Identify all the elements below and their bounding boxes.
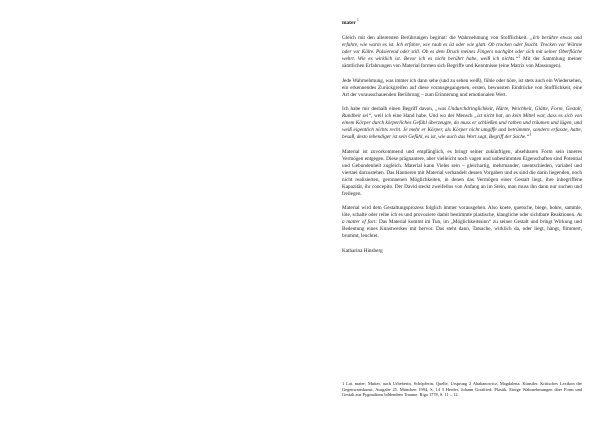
paragraph-3 (342, 106, 582, 141)
footnote-ref-3: 3 (529, 132, 532, 137)
heading-text: mater (342, 20, 356, 26)
essay-column (342, 20, 582, 262)
paragraph-3-quote-1: „was Undurchdringlichkeit, Härte, Weichheit, Glätte, Form, Gestalt, Rundheit sei“ (342, 106, 583, 119)
paragraph-5-a: Material wird dem Gestaltungsprozess folglich immer vorausgehen. Also knete, quetsche, biege, bohre, sammle, löte, schalte oder reibe ich es und provoziere damit bestimmte plastische, klangliche oder sichtbare Reaktionen. (342, 205, 582, 218)
author-name: Katharina Hinsberg (342, 247, 383, 254)
paragraph-3-a: Ich habe mir deshalb einen Begriff davon, (342, 106, 434, 112)
paragraph-1-quote: „Ich berühre etwas und erfahre, wie warm es ist. Ich erfahre, wie rauh es ist oder wie glatt. Ob trocken oder feucht. Trocken vor Wärme oder vor Kälte. Pulsierend oder still. Ob es dem Druck meines Fingers nachgibt oder sich mit seiner Oberfläche wehrt. Wie es wirklich ist. Bevor ich es nicht berührt habe, weiß ich nichts.“ (342, 35, 583, 62)
footnotes (342, 381, 582, 398)
paragraph-4: Material ist zuvorkommend und empfänglich, es bringt seiner zukünftigen, absehbaren Form sein inneres Vermögen entgegen. Diese prägnantere, aber vielleicht noch vagen und unbestimmten Eigenschaften sind Potential und Gebundenheit zugleich. Material kann Vieles sein – gleichartig, mehrmander, unentschieden, variabel und viertael darzustehen. Das Hantieren mit Material verhandelt dessen Vorgaben und es sind die darin liegenden, noch nicht realisierten, geronnenen Möglichkeiten, in denen das Vermögen einer Gestalt liegt, ihre inbegriffene Kapazität, ihr concepito. Der David steckt zweifellos von Anfang an im Stein, man muss ihn dann nur suchen und freilegen. (342, 148, 582, 197)
paragraph-3-b: , weil ich eine Hand habe. Und wo der Mensch (371, 113, 473, 119)
paragraph-1-tail: Mit der Sammlung meiner sämtlichen Erfahrungen von Material formen sich Begriffe und Kenntnisse (eine Matrix von Massungen). (342, 56, 583, 69)
paragraph-2: Jede Wahrnehmung, was immer ich dann sehe (und zu sehen weiß), fühle oder höre, ist stets auch ein Wiedersehen, ein erkennendes Zurückgreifen auf diese vorausgegangenen, ersten, bewussten Eindrücke von Stofflichkeit, eine Art der vorausschauenden Berührung – zum Erinnerung und emotionalen Wert. (342, 77, 582, 98)
footnotes-text: 1 Lat. mater: Mutter, auch Urheberin, Schöpferin, Quelle, Ursprung 2 Abakanowicz, Magdalena. Künstler. Kritisches Lexikon der Gegenwartskunst, Ausgabe 25. München 1994, S. 14 3 Herder, Johann Gottfried: Plastik. Einige Wahrnehmungen über Form und Gestalt aus Pygmalions bildendem Traume. Riga 1778, S. 11 – 12. (342, 381, 582, 398)
essay-heading (342, 20, 582, 27)
paragraph-5 (342, 205, 582, 240)
paragraph-1-text: Gleich mit den allerersten Berührungen beginnt: die Wahrnehmung von Stofflichkeit. (342, 35, 528, 41)
heading-footnote-ref: 1 (357, 18, 359, 23)
footnote-ref-2: 2 (518, 54, 521, 59)
paragraph-5-b: Das Material kommt im Tun, im „Möglichkeitssinn“ zu seiner Gestalt und bringt Wirkung und Bedeutung eines Kunstwerkes mit hervor. Das steht dann, Tatsache, wirklich da, oder liegt, hängt, flimmert, brummt, leuchtet. (342, 219, 582, 239)
paragraph-1 (342, 35, 582, 70)
paragraph-3-quote-2: „ist nicht hat, an kein Mittel war, dass es sich von einem Körper durch körperliches Gefühl überzeugte, da muss er schließen und rathen und träumen und lügen, und weiß eigentlich nichts recht. Je mehr er Körper, als Körper nicht umgiffe und betrümmte, sondern erfasste, hatte, besaß, desto lebendiger ist sein Gefühl, es ist, wie auch das Wort sagt, Begriff der Sache.“ (342, 113, 582, 140)
paragraph-5-quote: As a matter of fact: (342, 212, 582, 225)
